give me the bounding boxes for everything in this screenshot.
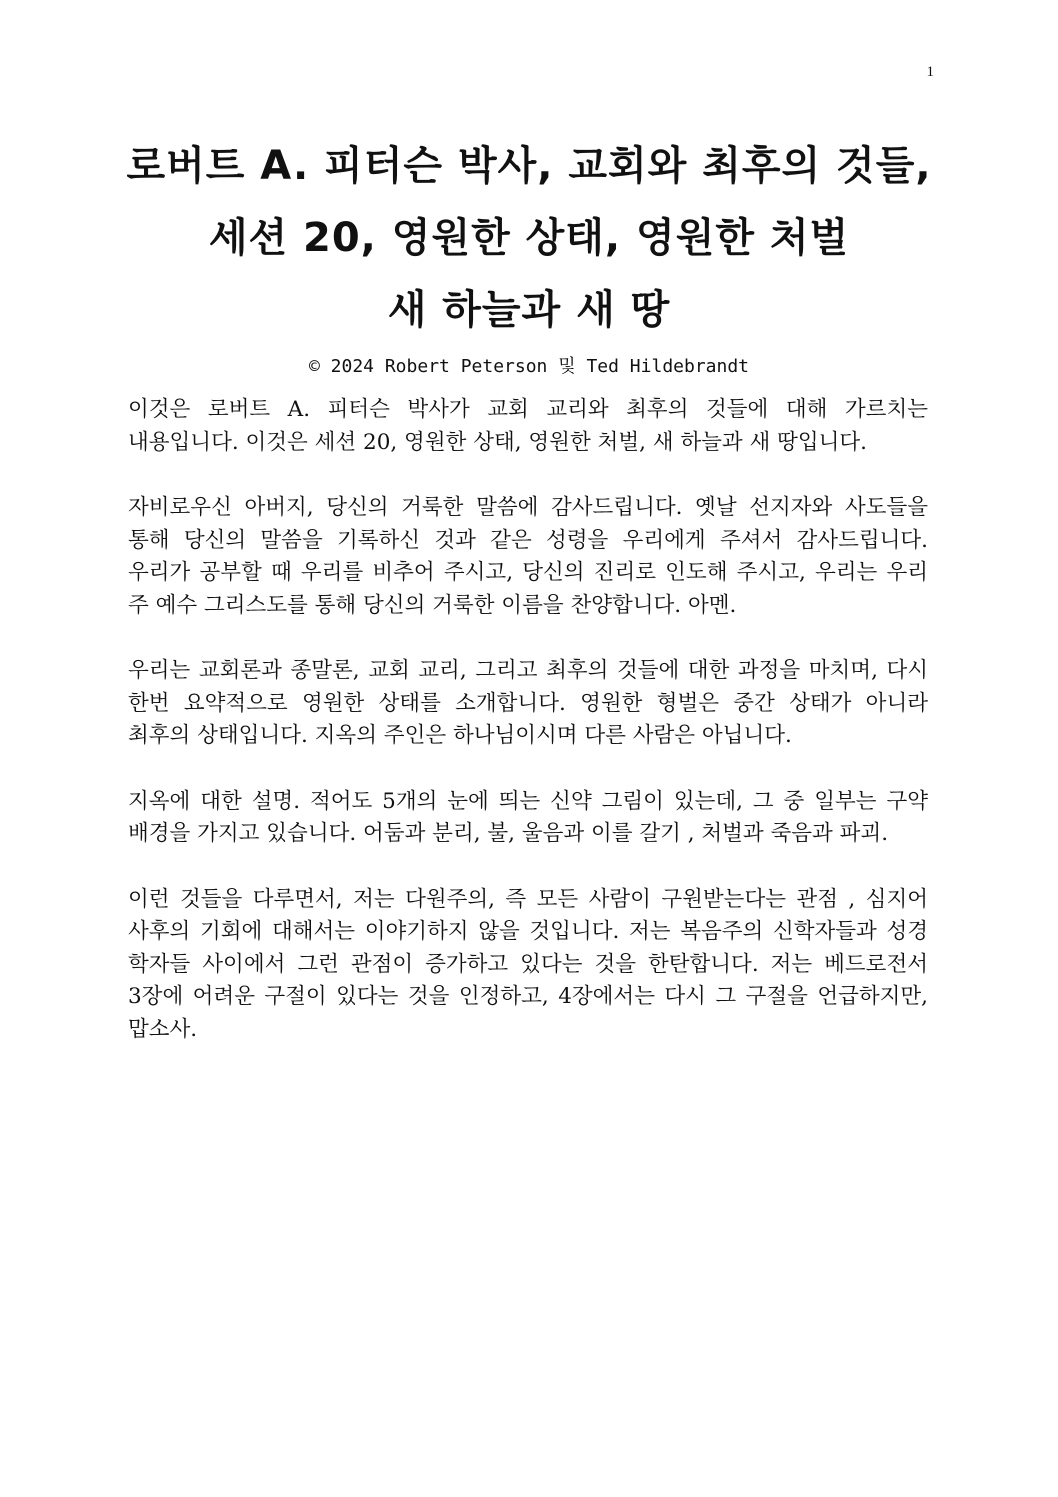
paragraph-hell-description: 지옥에 대한 설명. 적어도 5개의 눈에 띄는 신약 그림이 있는데, 그 중 일부는 구약 배경을 가지고 있습니다. 어둠과 분리, 불, 울음과 이를 갈기 , 처벌과 죽음과 파괴. — [128, 788, 928, 846]
copyright-notice: © 2024 Robert Peterson 및 Ted Hildebrandt — [308, 356, 750, 377]
title-line-3: 새 하늘과 새 땅 — [387, 287, 671, 333]
paragraph-prayer: 자비로우신 아버지, 당신의 거룩한 말씀에 감사드립니다. 옛날 선지자와 사도들을 통해 당신의 말씀을 기록하신 것과 같은 성령을 우리에게 주셔서 감사드립니다. 우리가 공부할 때 우리를 비추어 주시고, 당신의 진리로 인도해 주시고, 우리는 우리 주 예수 그리스도를 통해 당신의 거룩한 이름을 찬양합니다. 아멘. — [128, 495, 928, 618]
paragraph-intro: 이것은 로버트 A. 피터슨 박사가 교회 교리와 최후의 것들에 대해 가르치는 내용입니다. 이것은 세션 20, 영원한 상태, 영원한 처벌, 새 하늘과 새 땅입니다. — [128, 397, 928, 455]
page-number: 1 — [926, 64, 934, 80]
title-line-1: 로버트 A. 피터슨 박사, 교회와 최후의 것들, — [126, 143, 932, 189]
paragraph-pluralism: 이런 것들을 다루면서, 저는 다원주의, 즉 모든 사람이 구원받는다는 관점 , 심지어 사후의 기회에 대해서는 이야기하지 않을 것입니다. 저는 복음주의 신학자들과 성경 학자들 사이에서 그런 관점이 증가하고 있다는 것을 한탄합니다. 저는 베드로전서 3장에 어려운 구절이 있다는 것을 인정하고, 4장에서는 다시 그 구절을 언급하지만, 맙소사. — [128, 886, 928, 1042]
title-line-2: 세션 20, 영원한 상태, 영원한 처벌 — [208, 215, 850, 261]
document-body — [128, 394, 928, 1079]
paragraph-summary: 우리는 교회론과 종말론, 교회 교리, 그리고 최후의 것들에 대한 과정을 마치며, 다시 한번 요약적으로 영원한 상태를 소개합니다. 영원한 형벌은 중간 상태가 아니라 최후의 상태입니다. 지옥의 주인은 하나님이시며 다른 사람은 아닙니다. — [128, 658, 928, 748]
title-block — [0, 130, 1058, 380]
